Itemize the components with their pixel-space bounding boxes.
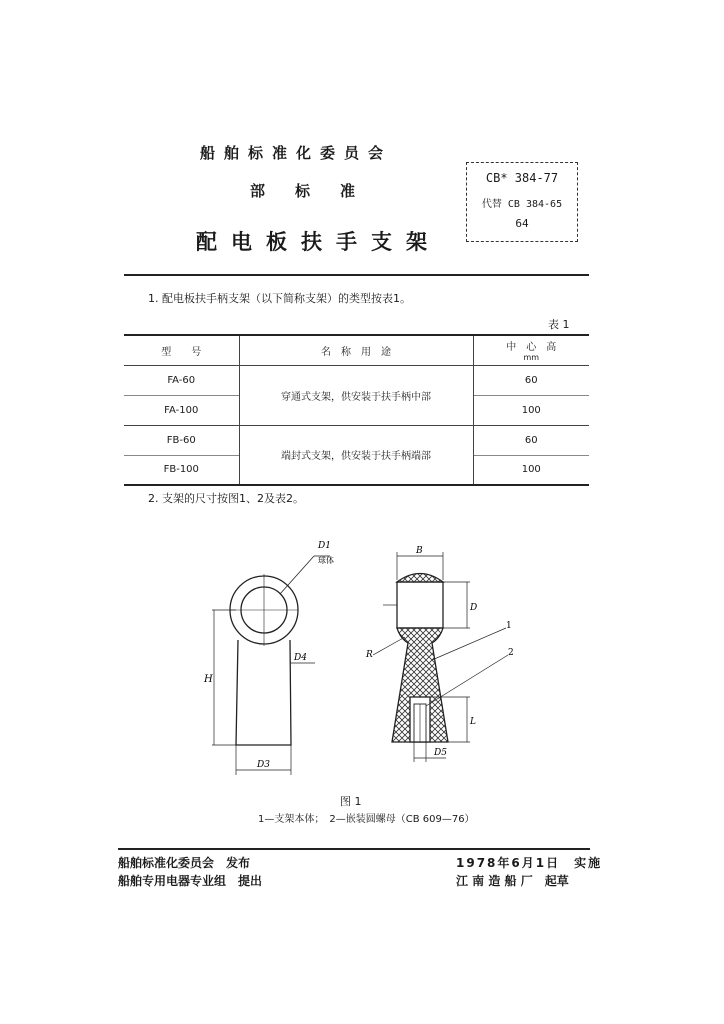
table-cell-use-a: 穿通式支架，供安装于扶手柄中部 [239, 365, 473, 425]
standard-number: CB* 384-77 [485, 171, 559, 185]
header-use: 名 称 用 途 [239, 335, 473, 365]
cap-section [397, 574, 443, 583]
footer-drafter: 江 南 造 船 厂 起草 [456, 874, 569, 888]
header-center-unit: mm [523, 353, 540, 363]
standard-number-box [466, 162, 578, 242]
front-view [212, 556, 330, 775]
label-b: B [416, 546, 423, 556]
page-number: 64 [515, 217, 529, 230]
label-d1: D1 [318, 541, 331, 551]
table-cell-use-b: 端封式支架，供安装于扶手柄端部 [239, 425, 473, 485]
label-d4: D4 [294, 653, 307, 663]
table-cell-center: 100 [521, 404, 541, 416]
label-l: L [470, 717, 476, 727]
header-center [473, 335, 589, 365]
type-table [124, 334, 589, 486]
table-cell-model: FB-100 [163, 464, 199, 476]
footer-publisher: 船舶标准化委员会 发布 [118, 856, 251, 870]
standard-type: 部标准 [250, 182, 386, 200]
stem-outline [236, 640, 291, 745]
r-leader [373, 637, 405, 655]
header-center-label: 中 心 高 [506, 342, 557, 354]
d1-leader [280, 556, 314, 594]
replaces-note: 代替 CB 384-65 [481, 199, 563, 210]
label-d3: D3 [257, 760, 270, 770]
label-d: D [470, 603, 478, 613]
label-r: R [366, 650, 373, 660]
paragraph-1: 1. 配电板扶手柄支架（以下简称支架）的类型按表1。 [148, 292, 411, 305]
table-cell-center: 60 [524, 374, 538, 386]
table-cell-model: FA-100 [164, 404, 199, 416]
paragraph-2: 2. 支架的尺寸按图1、2及表2。 [148, 492, 304, 505]
figure-caption: 图 1 [340, 795, 362, 808]
callout-1-leader [432, 628, 506, 660]
table-1-label: 表 1 [548, 318, 570, 331]
footer-divider [118, 848, 590, 850]
callout-1: 1 [506, 621, 512, 631]
label-d5: D5 [434, 748, 447, 758]
document-title: 配电板扶手支架 [196, 229, 441, 254]
table-cell-model: FB-60 [166, 434, 196, 446]
table-cell-center: 60 [524, 434, 538, 446]
table-cell-center: 100 [521, 464, 541, 476]
label-sphere: 球体 [318, 556, 334, 565]
figure-1-drawing [0, 520, 724, 820]
footer-effective-date: 1978年6月1日 实施 [456, 856, 603, 870]
header-model: 型 号 [161, 346, 202, 358]
head-body [397, 582, 443, 628]
label-h: H [204, 674, 213, 685]
footer-proposer: 船舶专用电器专业组 提出 [118, 874, 263, 888]
callout-2: 2 [508, 648, 514, 658]
section-view [392, 574, 448, 743]
issuing-organization: 船舶标准化委员会 [200, 144, 393, 162]
table-cell-model: FA-60 [167, 374, 196, 386]
header-divider [124, 274, 589, 276]
figure-legend: 1—支架本体； 2—嵌装圆螺母（CB 609—76） [258, 814, 475, 825]
